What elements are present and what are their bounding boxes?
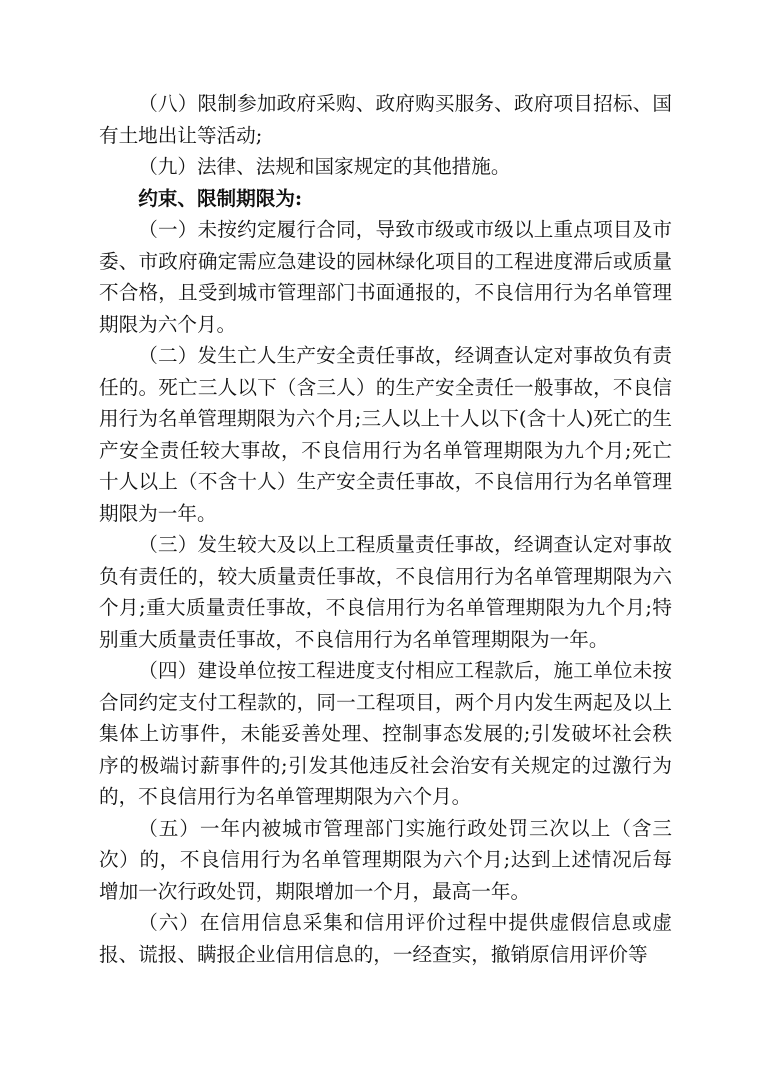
document-body — [99, 88, 672, 970]
paragraph-item-9: （九）法律、法规和国家规定的其他措施。 — [138, 155, 511, 178]
paragraph-term-1: （一）未按约定履行合同，导致市级或市级以上重点项目及市委、市政府确定需应急建设的园林绿化项目的工程进度滞后或质量不合格，且受到城市管理部门书面通报的，不良信用行为名单管理期限为六个月。 — [99, 218, 672, 336]
paragraph-term-3: （三）发生较大及以上工程质量责任事故，经调查认定对事故负有责任的，较大质量责任事故，不良信用行为名单管理期限为六个月;重大质量责任事故，不良信用行为名单管理期限为九个月;特别重大质量责任事故，不良信用行为名单管理期限为一年。 — [99, 533, 672, 651]
paragraph-term-4: （四）建设单位按工程进度支付相应工程款后，施工单位未按合同约定支付工程款的，同一工程项目，两个月内发生两起及以上集体上访事件，未能妥善处理、控制事态发展的;引发破坏社会秩序的极端讨薪事件的;引发其他违反社会治安有关规定的过激行为的，不良信用行为名单管理期限为六个月。 — [99, 659, 672, 808]
paragraph-item-8: （八）限制参加政府采购、政府购买服务、政府项目招标、国有土地出让等活动; — [99, 92, 672, 147]
paragraph-term-6: （六）在信用信息采集和信用评价过程中提供虚假信息或虚报、谎报、瞒报企业信用信息的，一经查实，撤销原信用评价等 — [99, 911, 672, 966]
paragraph-term-2: （二）发生亡人生产安全责任事故，经调查认定对事故负有责任的。死亡三人以下（含三人）的生产安全责任一般事故，不良信用行为名单管理期限为六个月;三人以上十人以下(含十人)死亡的生产安全责任较大事故，不良信用行为名单管理期限为九个月;死亡十人以上（不含十人）生产安全责任事故，不良信用行为名单管理期限为一年。 — [99, 344, 672, 525]
paragraph-term-5: （五）一年内被城市管理部门实施行政处罚三次以上（含三次）的，不良信用行为名单管理期限为六个月;达到上述情况后每增加一次行政处罚，期限增加一个月，最高一年。 — [99, 816, 672, 903]
section-heading: 约束、限制期限为: — [138, 186, 303, 210]
